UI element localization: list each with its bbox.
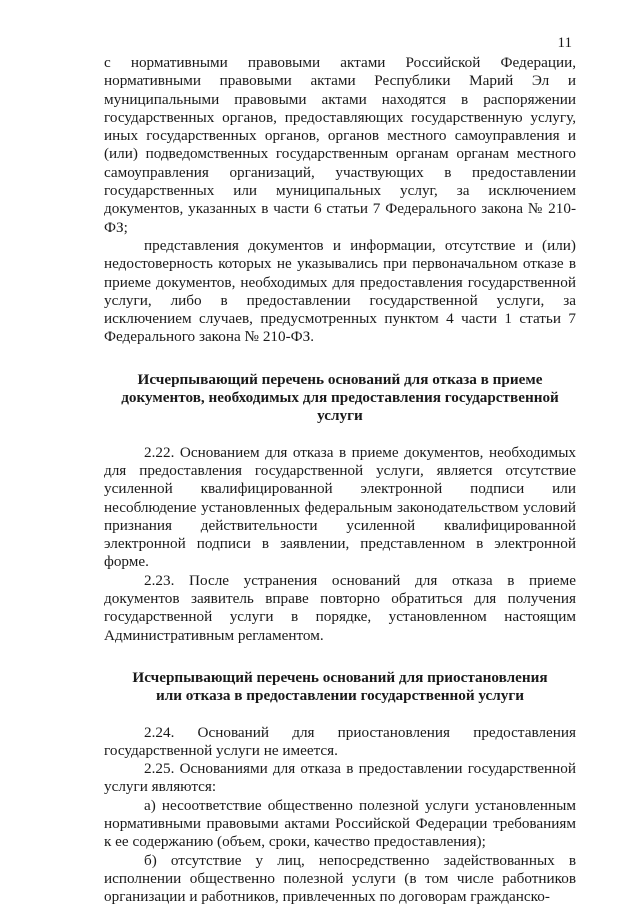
- paragraph-2-22: 2.22. Основанием для отказа в приеме документов, необходимых для предоставления государственной услуги, является отсутствие усиленной квалифицированной электронной подписи или несоблюдение установленных федеральным законодательством условий признания действительности усиленной квалифицированной электронной подписи в заявлении, представленном в электронной форме.: [104, 443, 576, 571]
- section-heading-refusal-acceptance: Исчерпывающий перечень оснований для отказа в приеме документов, необходимых для предоставления государственной услуги: [121, 370, 559, 425]
- list-item-a: а) несоответствие общественно полезной услуги установленным нормативными правовыми актами Российской Федерации требованиям к ее содержанию (объем, сроки, качество предоставления);: [104, 796, 576, 851]
- paragraph-2-24: 2.24. Оснований для приостановления предоставления государственной услуги не имеется.: [104, 723, 576, 759]
- page-number: 11: [557, 35, 572, 51]
- paragraph: представления документов и информации, отсутствие и (или) недостоверность которых не указывались при первоначальном отказе в приеме документов, необходимых для предоставления государственной услуги, либо в предоставлении государственной услуги, за исключением случаев, предусмотренных пунктом 4 части 1 статьи 7 Федерального закона № 210-ФЗ.: [104, 236, 576, 346]
- list-item-b: б) отсутствие у лиц, непосредственно задействованных в исполнении общественно полезной услуги (в том числе работников организации и работников, привлеченных по договорам гражданско-: [104, 851, 576, 906]
- section-heading-suspension-refusal: Исчерпывающий перечень оснований для приостановления или отказа в предоставлении государственной услуги: [132, 668, 548, 705]
- paragraph-2-25: 2.25. Основаниями для отказа в предоставлении государственной услуги являются:: [104, 760, 576, 796]
- paragraph-2-23: 2.23. После устранения оснований для отказа в приеме документов заявитель вправе повторно обратиться для получения государственной услуги в порядке, установленном настоящим Административным регламентом.: [104, 571, 576, 644]
- document-body: [104, 54, 576, 906]
- paragraph: с нормативными правовыми актами Российской Федерации, нормативными правовыми актами Республики Марий Эл и муниципальными правовыми актами находятся в распоряжении государственных органов, предоставляющих государственную услугу, иных государственных органов, органов местного самоуправления и (или) подведомственных государственным органам органам местного самоуправления организаций, участвующих в предоставлении государственных или муниципальных услуг, за исключением документов, указанных в части 6 статьи 7 Федерального закона № 210-ФЗ;: [104, 54, 576, 236]
